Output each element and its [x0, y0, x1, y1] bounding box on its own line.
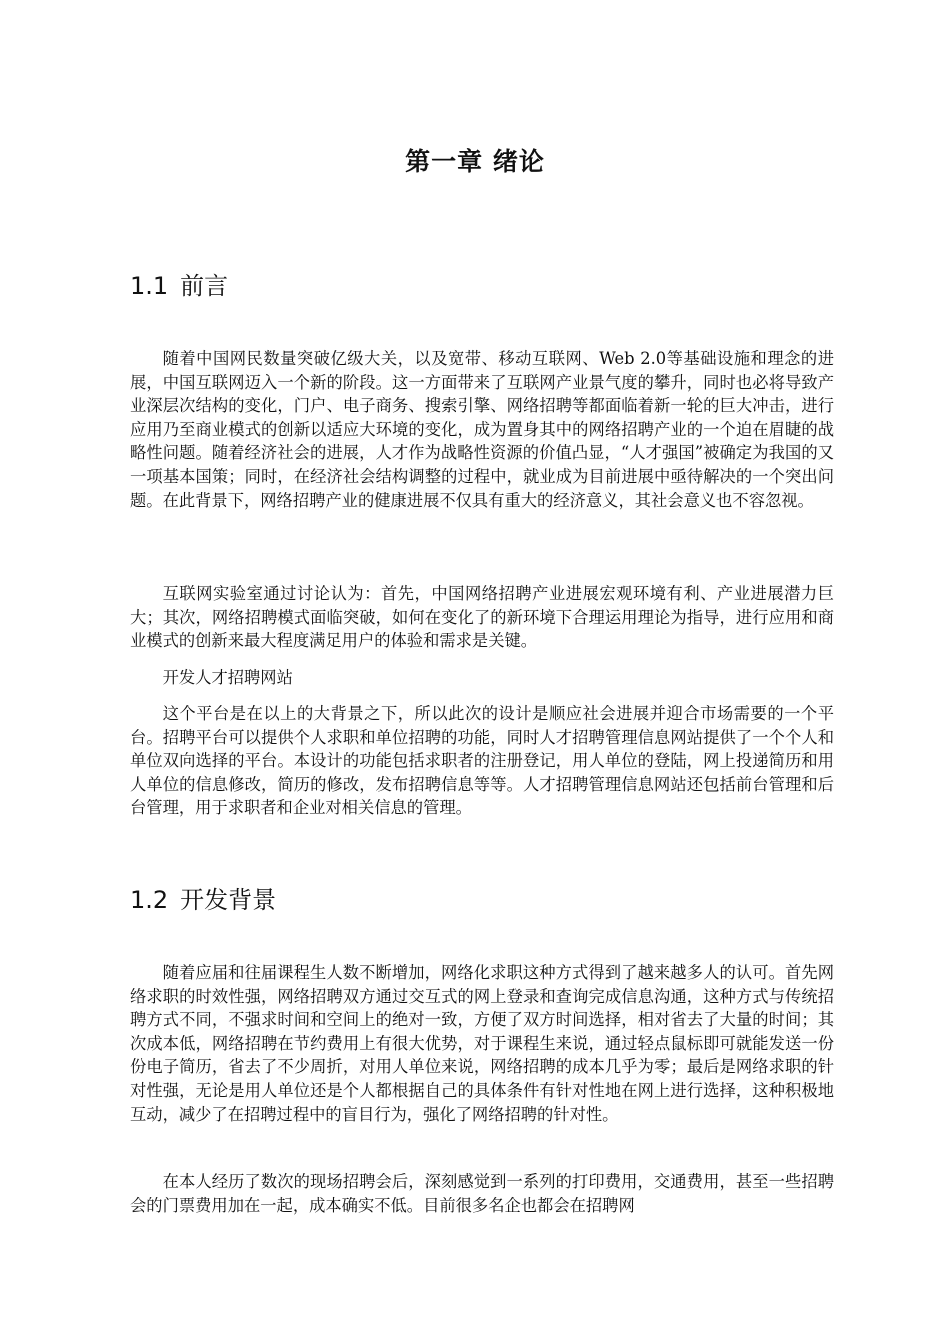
section-title-text: 前言 — [180, 272, 229, 300]
section-number: 1.1 — [130, 272, 169, 300]
section-title-text: 开发背景 — [180, 886, 277, 914]
section-heading-1-2 — [130, 880, 276, 915]
section-heading-1-1 — [130, 266, 228, 301]
paragraph: 随着中国网民数量突破亿级大关，以及宽带、移动互联网、Web 2.0等基础设施和理念的进展，中国互联网迈入一个新的阶段。这一方面带来了互联网产业景气度的攀升，同时也必将导致产业深层次结构的变化，门户、电子商务、搜索引擎、网络招聘等都面临着新一轮的巨大冲击，进行应用乃至商业模式的创新以适应大环境的变化，成为置身其中的网络招聘产业的一个迫在眉睫的战略性问题。随着经济社会的进展，人才作为战略性资源的价值凸显，“人才强国”被确定为我国的又一项基本国策；同时，在经济社会结构调整的过程中，就业成为目前进展中亟待解决的一个突出问题。在此背景下，网络招聘产业的健康进展不仅具有重大的经济意义，其社会意义也不容忽视。 — [130, 349, 834, 510]
chapter-title: 第一章 绪论 — [405, 147, 545, 176]
paragraph: 在本人经历了数次的现场招聘会后，深刻感觉到一系列的打印费用，交通费用，甚至一些招聘会的门票费用加在一起，成本确实不低。目前很多名企也都会在招聘网 — [130, 1172, 834, 1215]
paragraph: 互联网实验室通过讨论认为：首先，中国网络招聘产业进展宏观环境有利、产业进展潜力巨大；其次，网络招聘模式面临突破，如何在变化了的新环境下合理运用理论为指导，进行应用和商业模式的创新来最大程度满足用户的体验和需求是关键。 — [130, 584, 834, 651]
paragraph: 开发人才招聘网站 — [162, 668, 293, 687]
paragraph: 这个平台是在以上的大背景之下，所以此次的设计是顺应社会进展并迎合市场需要的一个平台。招聘平台可以提供个人求职和单位招聘的功能，同时人才招聘管理信息网站提供了一个个人和单位双向选择的平台。本设计的功能包括求职者的注册登记，用人单位的登陆，网上投递简历和用人单位的信息修改，简历的修改，发布招聘信息等等。人才招聘管理信息网站还包括前台管理和后台管理，用于求职者和企业对相关信息的管理。 — [130, 704, 834, 818]
paragraph: 随着应届和往届课程生人数不断增加，网络化求职这种方式得到了越来越多人的认可。首先网络求职的时效性强，网络招聘双方通过交互式的网上登录和查询完成信息沟通，这种方式与传统招聘方式不同，不强求时间和空间上的绝对一致，方便了双方时间选择，相对省去了大量的时间；其次成本低，网络招聘在节约费用上有很大优势，对于课程生来说，通过轻点鼠标即可就能发送一份份电子简历，省去了不少周折，对用人单位来说，网络招聘的成本几乎为零；最后是网络求职的针对性强，无论是用人单位还是个人都根据自己的具体条件有针对性地在网上进行选择，这种积极地互动，减少了在招聘过程中的盲目行为，强化了网络招聘的针对性。 — [130, 963, 834, 1124]
section-number: 1.2 — [130, 886, 169, 914]
